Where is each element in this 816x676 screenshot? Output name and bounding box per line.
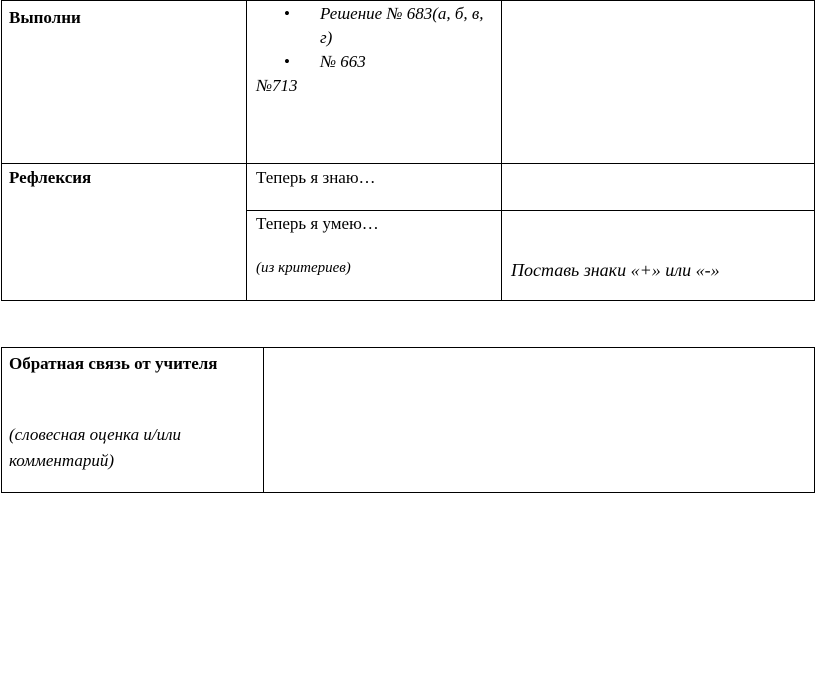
feedback-label: Обратная связь от учителя xyxy=(9,354,218,373)
reflection-can: Теперь я умею… xyxy=(256,214,379,233)
table1-col-divider-1 xyxy=(246,0,247,301)
row-label-refleksiya: Рефлексия xyxy=(9,168,92,187)
table1-col-divider-2 xyxy=(501,0,502,301)
table1-subrow-divider xyxy=(246,210,815,211)
task-list xyxy=(262,2,495,74)
bullet-icon: • xyxy=(284,52,290,71)
reflection-know: Теперь я знаю… xyxy=(256,168,376,187)
table1-row-divider xyxy=(1,163,815,164)
list-item xyxy=(262,2,495,50)
task-extra: №713 xyxy=(256,76,298,95)
reflection-criteria: (из критериев) xyxy=(256,260,351,276)
row-label-vypolni: Выполни xyxy=(9,8,81,27)
list-item xyxy=(262,50,495,74)
table2-col-divider xyxy=(263,347,264,493)
feedback-note: (словесная оценка и/или комментарий) xyxy=(9,425,181,470)
task-item-1: Решение № 683(а, б, в, г) xyxy=(320,4,484,47)
bullet-icon: • xyxy=(284,4,290,23)
reflection-signs: Поставь знаки «+» или «-» xyxy=(511,260,720,280)
task-item-2: № 663 xyxy=(320,52,366,71)
